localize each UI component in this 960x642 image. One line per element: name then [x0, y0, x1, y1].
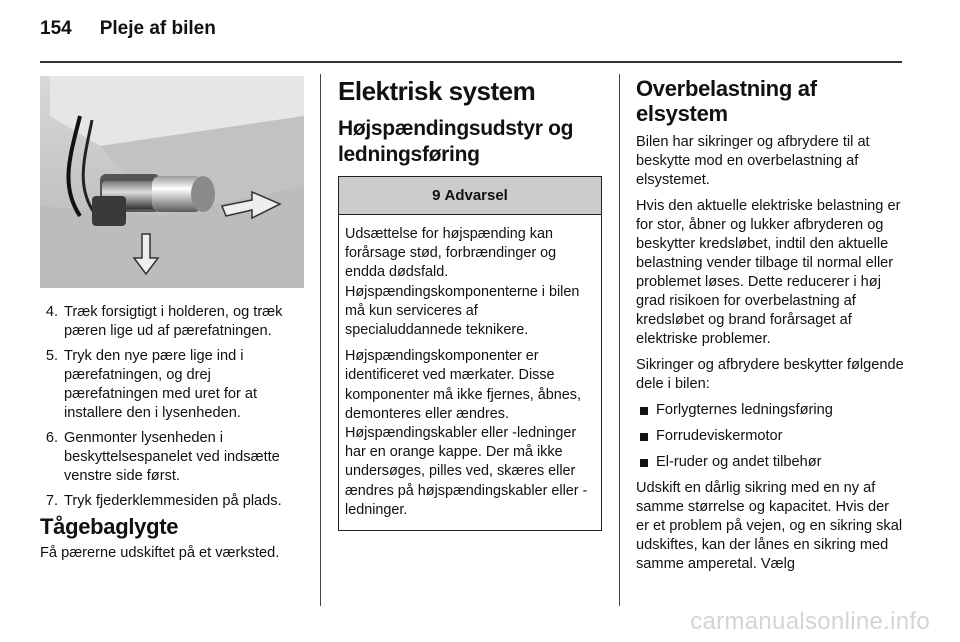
column-divider-1 [320, 74, 321, 606]
warning-icon: 9 [432, 187, 441, 204]
column-3 [636, 76, 904, 574]
steps-list [40, 303, 304, 511]
page-header [40, 18, 216, 40]
protected-parts-list [636, 401, 904, 472]
step-item [40, 303, 304, 342]
step-item [40, 347, 304, 424]
overload-heading: Overbelastning af elsystem [636, 76, 817, 126]
list-item-text: Forrudeviskermotor [656, 428, 783, 444]
paragraph: Udskift en dårlig sikring med en ny af samme størrelse og kapacitet. Hvis der er et problem på vejen, og en sikring skal udskiftes, kan der lånes en sikring med samme amperetal. Vælg [636, 480, 903, 572]
step-text: Træk forsigtigt i holderen, og træk pæren lige ud af pærefatningen. [64, 304, 283, 340]
page-number: 154 [40, 18, 72, 39]
list-item-text: Forlygternes ledningsføring [656, 402, 833, 418]
warning-header [339, 177, 601, 215]
list-item [636, 401, 904, 420]
fog-lamp-bulb-photo [40, 76, 304, 288]
step-number: 7. [45, 492, 58, 509]
watermark: carmanualsonline.info [690, 608, 930, 635]
page-title: Pleje af bilen [99, 18, 216, 39]
overload-body-end [636, 479, 904, 574]
fog-heading: Tågebaglygte [40, 514, 179, 539]
step-number: 6. [45, 429, 58, 446]
column-2 [338, 76, 602, 531]
column-1 [40, 76, 304, 516]
paragraph: Bilen har sikringer og afbrydere til at beskytte mod en overbelastning af elsystemet. [636, 134, 870, 188]
step-item [40, 429, 304, 487]
header-rule [40, 61, 902, 63]
bullet-square-icon [640, 433, 648, 441]
step-number: 4. [45, 304, 58, 320]
list-item [636, 453, 904, 472]
column-divider-2 [619, 74, 620, 606]
paragraph: Sikringer og afbrydere beskytter følgende dele i bilen: [636, 357, 904, 392]
warning-paragraph: Højspændingskomponenter er identificeret ved mærkater. Disse komponenter må ikke fjernes, åbnes, demonteres eller ændres. Højspændingskabler eller -ledninger har en orange kappe. Der må ikke undersøges, pilles ved, skæres eller ændres på højspændingskabler eller -ledninger. [345, 348, 588, 518]
bullet-square-icon [640, 459, 648, 467]
step-text: Tryk den nye pære lige ind i pærefatningen, og drej pærefatningen med uret for at installere den i lysenheden. [64, 347, 258, 422]
warning-body [339, 215, 601, 530]
section-heading: Elektrisk system [338, 76, 536, 106]
step-item [40, 492, 304, 511]
section-subheading: Højspændingsudstyr og ledningsføring [338, 117, 574, 166]
step-text: Tryk fjederklemmesiden på plads. [64, 492, 282, 509]
list-item-text: El-ruder og andet tilbehør [656, 454, 822, 470]
step-number: 5. [45, 347, 58, 364]
fog-text: Få pærerne udskiftet på et værksted. [40, 545, 280, 561]
step-text: Genmonter lysenheden i beskyttelsespanelet ved indsætte venstre side først. [64, 429, 280, 485]
bullet-square-icon [640, 407, 648, 415]
warning-box [338, 176, 602, 531]
warning-paragraph: Udsættelse for højspænding kan forårsage stød, forbrændinger og endda dødsfald. Højspændingskomponenterne i bilen må kun serviceres af specialuddannede teknikere. [345, 226, 580, 339]
list-item [636, 427, 904, 446]
warning-title: Advarsel [444, 187, 508, 204]
paragraph: Hvis den aktuelle elektriske belastning er for stor, åbner og lukker afbryderen og beskytter kredsløbet, indtil den aktuelle belastning vender tilbage til normal eller problemet løses. Dette reducerer i høj grad risikoen for overbelastning af kredsløbet og brand forårsaget af elektriske problemer. [636, 198, 901, 347]
overload-body [636, 133, 904, 394]
